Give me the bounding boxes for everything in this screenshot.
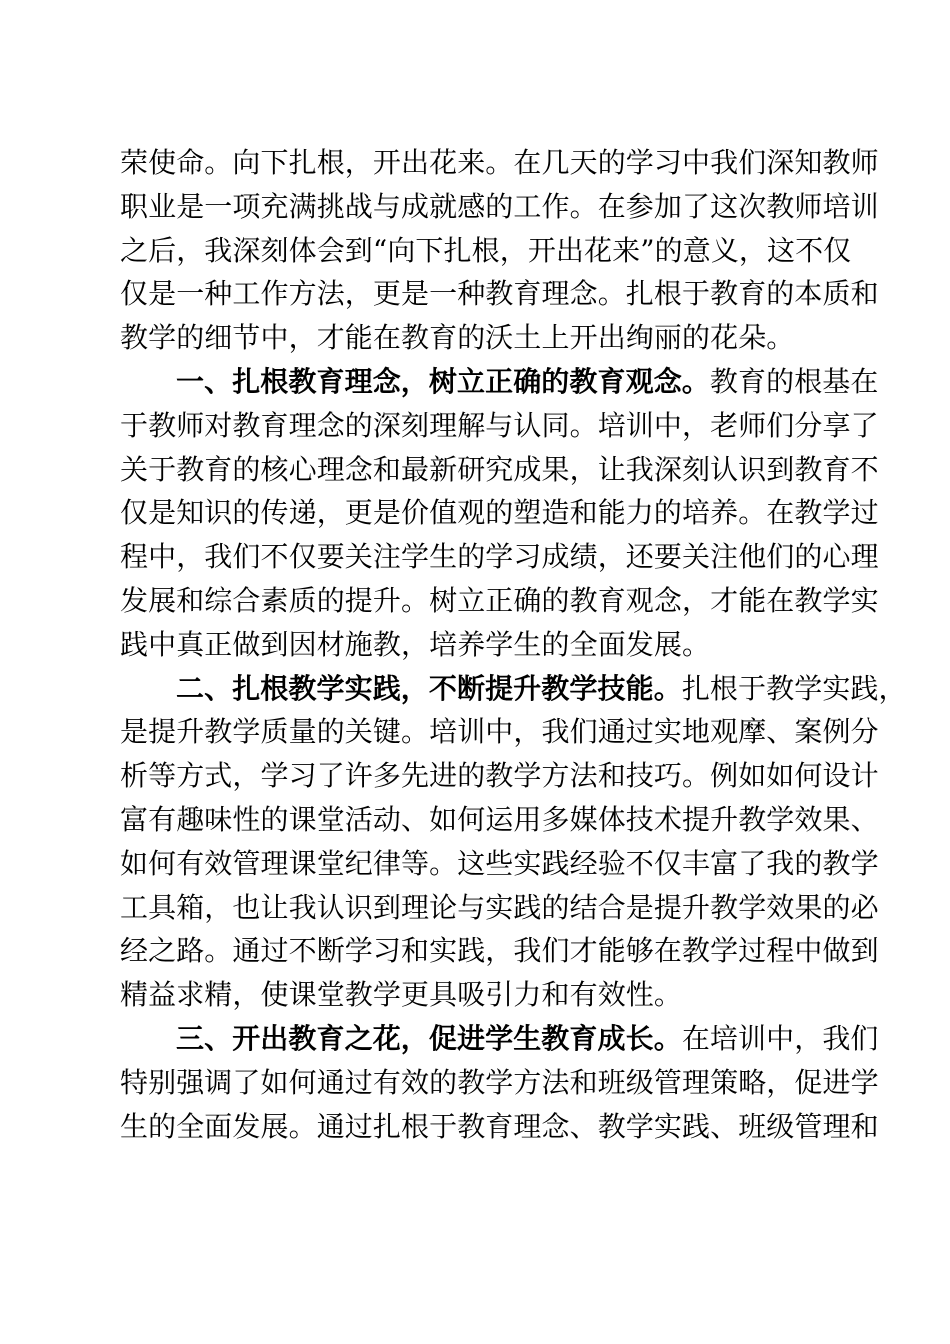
text-span: 教育的根基在 [709,364,879,398]
text-line: 特别强调了如何通过有效的教学方法和班级管理策略，促进学 [120,1065,879,1099]
text-line: 富有趣味性的课堂活动、如何运用多媒体技术提升教学效果、 [120,802,879,836]
text-line: 践中真正做到因材施教，培养学生的全面发展。 [120,627,711,661]
text-line [120,360,879,404]
text-span: 在培训中，我们 [681,1021,879,1055]
text-line: 之后，我深刻体会到“向下扎根，开出花来”的意义，这不仅 [120,233,852,267]
text-line: 经之路。通过不断学习和实践，我们才能够在教学过程中做到 [120,934,879,968]
text-line: 关于教育的核心理念和最新研究成果，让我深刻认识到教育不 [120,452,879,486]
text-line: 教学的细节中，才能在教育的沃土上开出绚丽的花朵。 [120,321,795,355]
text-line: 如何有效管理课堂纪律等。这些实践经验不仅丰富了我的教学 [120,846,879,880]
text-span: 扎根于教学实践， [681,671,907,705]
text-line: 职业是一项充满挑战与成就感的工作。在参加了这次教师培训 [120,189,879,223]
text-line: 荣使命。向下扎根，开出花来。在几天的学习中我们深知教师 [120,146,879,179]
text-line [120,667,907,711]
text-line [120,1017,879,1061]
text-line: 仅是一种工作方法，更是一种教育理念。扎根于教育的本质和 [120,277,879,311]
text-line: 是提升教学质量的关键。培训中，我们通过实地观摩、案例分 [120,715,879,749]
section-heading: 一、扎根教育理念，树立正确的教育观念。 [176,364,710,398]
text-line: 于教师对教育理念的深刻理解与认同。培训中，老师们分享了 [120,408,879,442]
text-line: 工具箱，也让我认识到理论与实践的结合是提升教学效果的必 [120,890,879,924]
text-line: 精益求精，使课堂教学更具吸引力和有效性。 [120,978,683,1012]
paragraph-intro [120,141,879,360]
text-line: 程中，我们不仅要关注学生的学习成绩，还要关注他们的心理 [120,540,879,574]
text-line: 仅是知识的传递，更是价值观的塑造和能力的培养。在教学过 [120,496,879,530]
section-heading: 三、开出教育之花，促进学生教育成长。 [176,1021,682,1055]
text-line: 析等方式，学习了许多先进的教学方法和技巧。例如如何设计 [120,759,879,793]
document-page [120,141,907,1148]
text-line: 生的全面发展。通过扎根于教育理念、教学实践、班级管理和 [120,1109,879,1143]
section-heading: 二、扎根教学实践，不断提升教学技能。 [176,671,682,705]
text-line: 发展和综合素质的提升。树立正确的教育观念，才能在教学实 [120,583,879,617]
paragraph-section-3 [120,1017,879,1148]
paragraph-section-1 [120,360,879,667]
paragraph-section-2 [120,667,907,1017]
